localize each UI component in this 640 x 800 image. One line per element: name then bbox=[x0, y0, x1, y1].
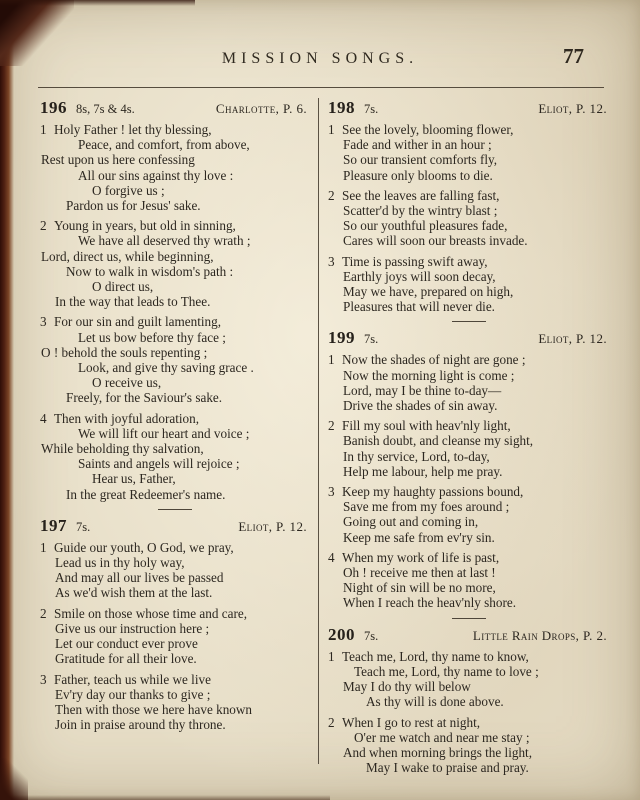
verse-line: O direct us, bbox=[92, 279, 154, 295]
verse-number: 1 bbox=[328, 352, 335, 368]
verse-line: Cares will soon our breasts invade. bbox=[343, 233, 528, 249]
verse-line: Now the morning light is come ; bbox=[343, 367, 515, 383]
verse-line: So our transient comforts fly, bbox=[343, 152, 498, 168]
column-left bbox=[40, 96, 310, 780]
hymn-tune: Eliot, P. 12. bbox=[538, 331, 607, 347]
verse-line: O ! behold the souls repenting ; bbox=[41, 344, 208, 360]
verse-line: And when morning brings the light, bbox=[343, 744, 533, 760]
verse-line: Then with those we here have known bbox=[55, 701, 253, 717]
verse bbox=[328, 649, 610, 710]
verse-number: 2 bbox=[328, 187, 335, 203]
verse-line: O'er me watch and near me stay ; bbox=[354, 729, 530, 745]
verse-line: 4 When my work of life is past, bbox=[328, 549, 500, 565]
hymn-tune: Little Rain Drops, P. 2. bbox=[472, 627, 607, 643]
verse-line: Lord, direct us, while beginning, bbox=[41, 248, 214, 264]
verse-line: 4 Then with joyful adoration, bbox=[40, 410, 200, 426]
verse-line: 2 Young in years, but old in sinning, bbox=[40, 218, 236, 234]
verse-line: 1 Guide our youth, O God, we pray, bbox=[40, 539, 234, 555]
verse-line: Save me from my foes around ; bbox=[343, 499, 510, 515]
verse bbox=[40, 540, 310, 601]
hymn-meter: 7s. bbox=[364, 628, 379, 643]
verse-number: 4 bbox=[40, 410, 47, 426]
verse-line: As we'd wish them at the last. bbox=[55, 585, 213, 601]
verse-line: Earthly joys will soon decay, bbox=[343, 268, 496, 284]
hymn-block bbox=[328, 98, 610, 314]
hymn-header bbox=[40, 516, 310, 536]
verse-line: Join in praise around thy throne. bbox=[55, 717, 226, 733]
verse-line: Fade and wither in an hour ; bbox=[343, 137, 492, 153]
verse-line: Peace, and comfort, from above, bbox=[78, 137, 250, 153]
hymn-tune: Eliot, P. 12. bbox=[238, 518, 307, 534]
verse-line: 3 For our sin and guilt lamenting, bbox=[40, 314, 222, 330]
verse-line: We have all deserved thy wrath ; bbox=[78, 233, 251, 249]
page-number: 77 bbox=[563, 44, 584, 68]
verse-line: Scatter'd by the wintry blast ; bbox=[343, 203, 498, 219]
verse-line: Freely, for the Saviour's sake. bbox=[66, 390, 223, 406]
verse-line: Help me labour, help me pray. bbox=[343, 463, 503, 479]
verse-line: When I reach the heav'nly shore. bbox=[343, 595, 517, 611]
verse-line: Pardon us for Jesus' sake. bbox=[66, 198, 201, 214]
verse-line: Night of sin will be no more, bbox=[343, 580, 496, 596]
hymn-meter: 7s. bbox=[76, 519, 91, 534]
hymn-meter: 8s, 7s & 4s. bbox=[76, 102, 135, 116]
verse bbox=[328, 715, 610, 776]
hymn-separator bbox=[452, 321, 486, 322]
hymn-header bbox=[40, 98, 310, 118]
verse-line: May we have, prepared on high, bbox=[343, 284, 514, 300]
hymn-block bbox=[40, 98, 310, 502]
verse bbox=[328, 418, 610, 479]
verse-line: Teach me, Lord, thy name to love ; bbox=[354, 663, 539, 679]
verse-line: May I do thy will below bbox=[343, 679, 471, 695]
verse bbox=[40, 411, 310, 502]
verse-line: While beholding thy salvation, bbox=[41, 441, 204, 457]
verse-line: Keep me safe from ev'ry sin. bbox=[343, 529, 495, 545]
verse bbox=[328, 550, 610, 611]
hymn-meter: 7s. bbox=[364, 332, 379, 347]
verse-number: 1 bbox=[328, 648, 335, 664]
verse-line: Pleasures that will never die. bbox=[343, 299, 495, 315]
verse-line: O receive us, bbox=[92, 375, 162, 391]
verse-line: Look, and give thy saving grace . bbox=[78, 360, 254, 376]
hymn-number: 196 bbox=[40, 98, 67, 117]
verse bbox=[328, 484, 610, 545]
verse-number: 3 bbox=[40, 671, 47, 687]
verse-line: All our sins against thy love : bbox=[78, 167, 234, 183]
verse-number: 2 bbox=[40, 218, 47, 234]
verse-line: As thy will is done above. bbox=[366, 694, 504, 710]
verse-number: 4 bbox=[328, 549, 335, 565]
verse-line: 3 Keep my haughty passions bound, bbox=[328, 484, 524, 500]
verse-line: Gratitude for all their love. bbox=[55, 651, 197, 667]
verse bbox=[40, 314, 310, 405]
verse-line: 3 Time is passing swift away, bbox=[328, 253, 488, 269]
verse-line: We will lift our heart and voice ; bbox=[78, 425, 250, 441]
verse-line: O forgive us ; bbox=[92, 182, 165, 198]
page-title: MISSION SONGS. bbox=[221, 50, 419, 67]
verse-line: In the great Redeemer's name. bbox=[66, 486, 226, 502]
text-columns bbox=[0, 88, 640, 780]
verse-number: 1 bbox=[40, 539, 47, 555]
hymn-header bbox=[328, 328, 610, 348]
verse-line: In the way that leads to Thee. bbox=[55, 294, 211, 310]
hymn-meter: 7s. bbox=[364, 102, 379, 116]
verse-line: Lord, may I be thine to-day— bbox=[343, 382, 502, 398]
hymn-number: 197 bbox=[40, 515, 67, 535]
verse-line: Let our conduct ever prove bbox=[55, 636, 198, 652]
verse-number: 2 bbox=[328, 418, 335, 434]
hymn-number: 200 bbox=[328, 624, 355, 644]
hymn-separator bbox=[452, 618, 486, 619]
verse-line: Going out and coming in, bbox=[343, 514, 479, 530]
verse-line: And may all our lives be passed bbox=[55, 570, 224, 586]
hymn-tune: Eliot, P. 12. bbox=[538, 101, 607, 116]
verse-number: 1 bbox=[328, 122, 335, 137]
verse bbox=[40, 672, 310, 733]
book-edge-left bbox=[0, 0, 14, 800]
hymn-header bbox=[328, 98, 610, 118]
book-corner-top-left bbox=[0, 0, 74, 66]
verse bbox=[328, 254, 610, 315]
book-edge-top bbox=[0, 0, 195, 6]
column-divider bbox=[318, 98, 319, 764]
verse-line: Oh ! receive me then at last ! bbox=[343, 565, 496, 581]
verse-line: 1 Now the shades of night are gone ; bbox=[328, 352, 526, 368]
verse-number: 3 bbox=[40, 314, 47, 330]
book-edge-bottom bbox=[0, 795, 330, 800]
verse-number: 1 bbox=[40, 122, 47, 137]
verse-line: Rest upon us here confessing bbox=[41, 152, 195, 168]
page-header bbox=[0, 0, 640, 82]
verse bbox=[40, 218, 310, 309]
verse-line: 2 Fill my soul with heav'nly light, bbox=[328, 418, 511, 434]
hymn-tune: Charlotte, P. 6. bbox=[215, 101, 307, 116]
verse-line: Pleasure only blooms to die. bbox=[343, 167, 493, 183]
verse-line: 1 See the lovely, blooming flower, bbox=[328, 122, 514, 137]
verse-line: 2 See the leaves are falling fast, bbox=[328, 187, 500, 203]
verse-line: 3 Father, teach us while we live bbox=[40, 671, 211, 687]
verse-line: Ev'ry day our thanks to give ; bbox=[55, 686, 211, 702]
verse bbox=[328, 352, 610, 413]
verse-number: 2 bbox=[40, 605, 47, 621]
hymn-block bbox=[328, 625, 610, 776]
verse-line: 2 When I go to rest at night, bbox=[328, 714, 481, 730]
verse-line: May I wake to praise and pray. bbox=[366, 760, 529, 776]
hymn-separator bbox=[158, 509, 192, 510]
book-corner-bottom-left bbox=[0, 758, 28, 800]
verse-line: Saints and angels will rejoice ; bbox=[78, 456, 240, 472]
verse-line: 2 Smile on those whose time and care, bbox=[40, 605, 248, 621]
verse-line: So our youthful pleasures fade, bbox=[343, 218, 508, 234]
verse-line: 1 Teach me, Lord, thy name to know, bbox=[328, 648, 529, 664]
verse bbox=[40, 606, 310, 667]
verse-line: Hear us, Father, bbox=[92, 471, 176, 487]
verse bbox=[40, 122, 310, 213]
verse-line: Lead us in thy holy way, bbox=[55, 555, 185, 571]
verse-line: Give us our instruction here ; bbox=[55, 620, 210, 636]
hymn-number: 199 bbox=[328, 328, 355, 348]
verse-line: 1 Holy Father ! let thy blessing, bbox=[40, 122, 212, 137]
hymn-number: 198 bbox=[328, 98, 355, 117]
verse-line: Now to walk in wisdom's path : bbox=[66, 263, 234, 279]
verse-number: 3 bbox=[328, 253, 335, 269]
column-right bbox=[326, 96, 610, 780]
verse bbox=[328, 122, 610, 183]
verse-line: Drive the shades of sin away. bbox=[343, 398, 498, 414]
hymn-header bbox=[328, 625, 610, 645]
verse-number: 3 bbox=[328, 484, 335, 500]
hymn-block bbox=[40, 516, 310, 732]
verse-number: 2 bbox=[328, 714, 335, 730]
verse-line: Let us bow before thy face ; bbox=[78, 329, 226, 345]
verse bbox=[328, 188, 610, 249]
verse-line: In thy service, Lord, to-day, bbox=[343, 448, 490, 464]
hymn-block bbox=[328, 328, 610, 610]
verse-line: Banish doubt, and cleanse my sight, bbox=[343, 433, 534, 449]
